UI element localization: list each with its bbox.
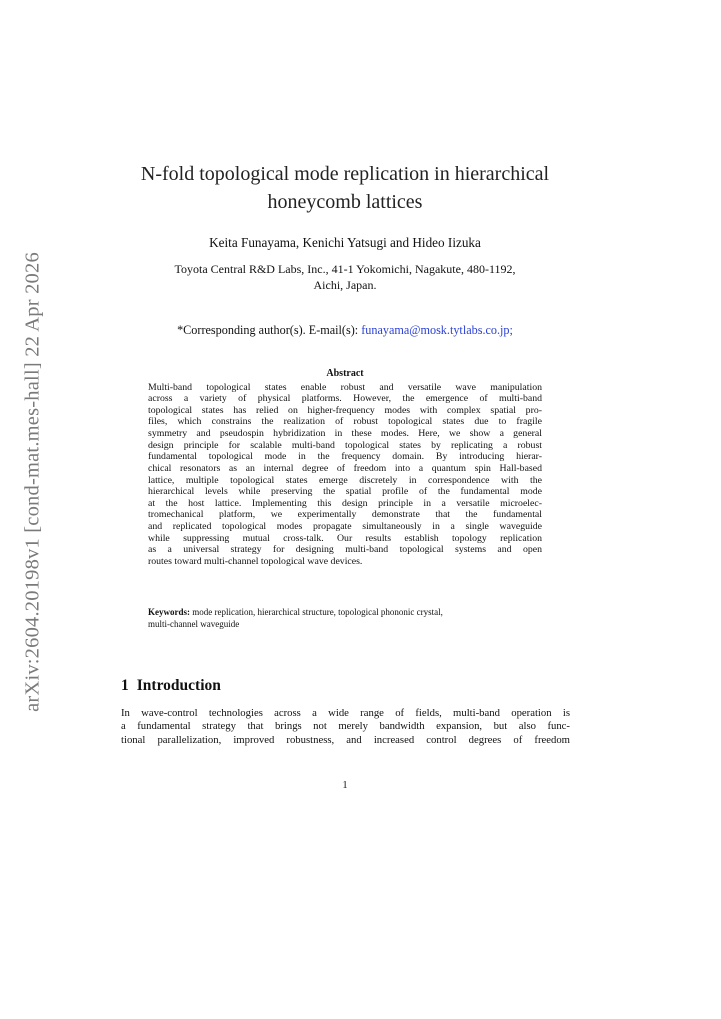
abstract-line: and replicated topological modes propagate simultaneously in a single waveguide — [148, 521, 542, 532]
abstract-line: topological states has relied on higher-frequency modes with complex spatial pro- — [148, 404, 542, 416]
corresponding-label: *Corresponding author(s). E-mail(s): — [177, 323, 362, 337]
body-line: a fundamental strategy that brings not merely bandwidth expansion, but also func- — [121, 720, 570, 733]
abstract-line: routes toward multi-channel topological wave devices. — [148, 555, 363, 567]
affiliation-line-1: Toyota Central R&D Labs, Inc., 41-1 Yokomichi, Nagakute, 480-1192, — [174, 262, 516, 276]
page-number: 1 — [342, 780, 348, 791]
affiliation — [130, 261, 560, 293]
abstract-line: lattice, multiple topological states emerge discretely in correspondence with the — [148, 474, 542, 486]
introduction-paragraph — [121, 707, 570, 747]
title-line-1: N-fold topological mode replication in hierarchical — [140, 163, 550, 185]
abstract-heading: Abstract — [326, 368, 364, 379]
abstract-line: hierarchical levels while preserving the spatial profile of the fundamental mode — [148, 486, 542, 498]
abstract-line: chical resonators as an internal degree of freedom into a quantum spin Hall-based — [148, 462, 542, 474]
abstract-line: Multi-band topological states enable robust and versatile wave manipulation — [148, 381, 542, 393]
abstract-line: tromechanical platform, we experimentally demonstrate that the fundamental — [148, 509, 542, 521]
arxiv-identifier: arXiv:2604.20198v1 [cond-mat.mes-hall] 22 Apr 2026 — [21, 252, 44, 712]
keywords-label: Keywords: — [148, 607, 190, 617]
keywords — [148, 607, 542, 630]
abstract-line: while suppressing mutual cross-talk. Our results establish topology replication — [148, 532, 542, 544]
paper-title — [120, 160, 570, 216]
abstract-line: fundamental topological mode in the frequency domain. By introducing hierar- — [148, 451, 542, 463]
abstract-line: design principle for scalable multi-band topological states by replicating a robust — [148, 439, 542, 451]
title-line-2: honeycomb lattices — [267, 191, 423, 213]
author-list: Keita Funayama, Kenichi Yatsugi and Hideo Iizuka — [209, 235, 481, 250]
abstract-line: across a variety of physical platforms. However, the emergence of multi-band — [148, 393, 542, 405]
abstract-line: files, which constrains the realization of robust topological states due to fragile — [148, 416, 542, 428]
affiliation-line-2: Aichi, Japan. — [313, 278, 377, 292]
section-heading-introduction — [121, 676, 221, 696]
corresponding-author — [120, 322, 570, 338]
corresponding-email-link[interactable]: funayama@mosk.tytlabs.co.jp; — [361, 323, 513, 337]
abstract-line: as a universal strategy for designing multi-band topological systems and open — [148, 544, 542, 556]
section-number: 1 — [121, 677, 129, 694]
abstract-line: symmetry and pseudospin hybridization in these modes. Here, we show a general — [148, 428, 542, 439]
keywords-line-1: mode replication, hierarchical structure, topological phononic crystal, — [190, 607, 443, 617]
body-line: tional parallelization, improved robustness, and increased control degrees of freedom — [121, 733, 570, 746]
body-line: In wave-control technologies across a wide range of fields, multi-band operation is — [121, 707, 570, 719]
arxiv-sidebar-stamp — [20, 237, 46, 727]
keywords-line-2: multi-channel waveguide — [148, 618, 240, 629]
abstract-body — [148, 382, 542, 568]
abstract-line: at the host lattice. Implementing this design principle in a versatile microelec- — [148, 497, 542, 509]
section-title: Introduction — [136, 677, 221, 694]
